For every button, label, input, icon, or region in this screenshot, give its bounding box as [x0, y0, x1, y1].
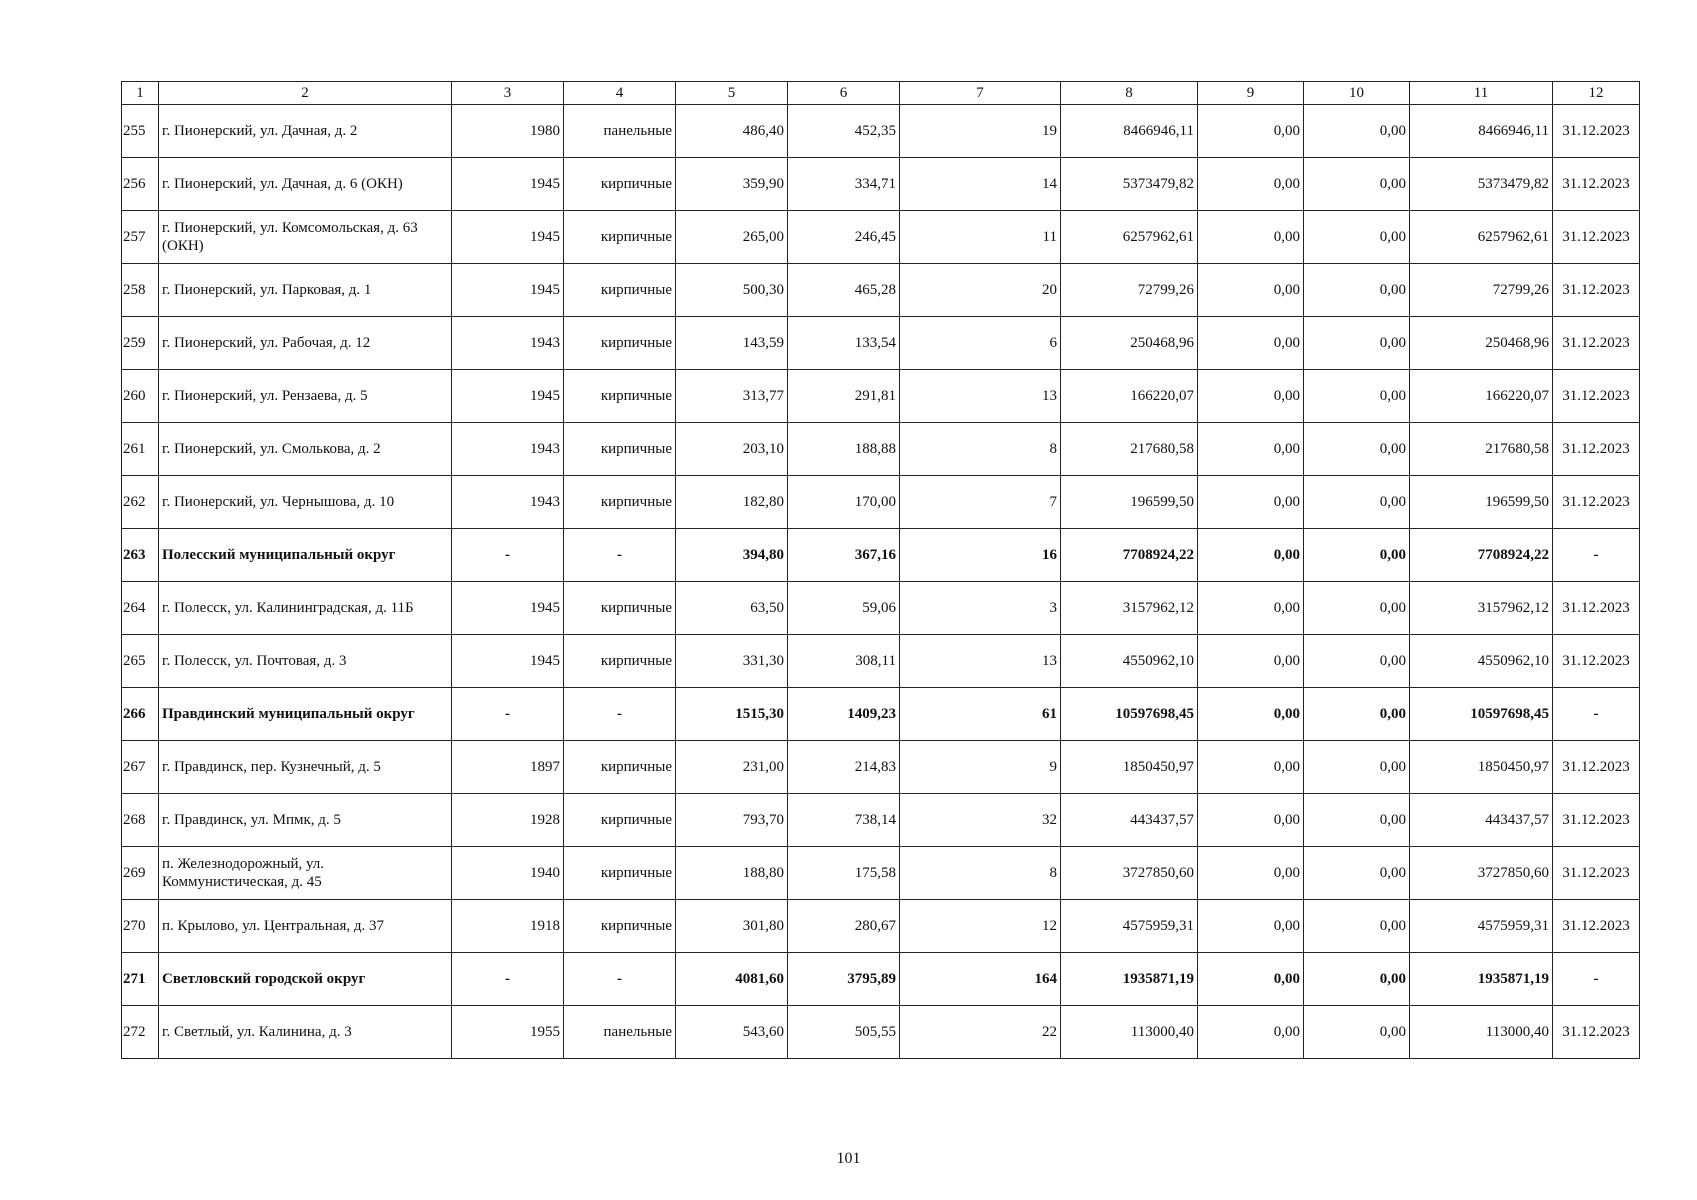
budget-cost-cell: 0,00 [1304, 900, 1410, 953]
row-number-cell: 257 [122, 211, 159, 264]
residents-count-cell: 164 [900, 953, 1061, 1006]
address-cell: г. Полесск, ул. Калининградская, д. 11Б [159, 582, 452, 635]
housing-register-table [121, 81, 1640, 1059]
total-cost-cell: 8466946,11 [1061, 105, 1198, 158]
table-row [122, 741, 1640, 794]
address-cell: г. Пионерский, ул. Смолькова, д. 2 [159, 423, 452, 476]
column-header: 1 [122, 82, 159, 105]
budget-cost-cell: 0,00 [1304, 476, 1410, 529]
living-area-cell: 291,81 [788, 370, 900, 423]
living-area-cell: 334,71 [788, 158, 900, 211]
column-header: 10 [1304, 82, 1410, 105]
owners-cost-cell: 3157962,12 [1410, 582, 1553, 635]
year-built-cell: 1918 [452, 900, 564, 953]
fund-cost-cell: 0,00 [1198, 900, 1304, 953]
column-header: 4 [564, 82, 676, 105]
living-area-cell: 465,28 [788, 264, 900, 317]
wall-material-cell: кирпичные [564, 476, 676, 529]
fund-cost-cell: 0,00 [1198, 953, 1304, 1006]
total-area-cell: 500,30 [676, 264, 788, 317]
completion-date-cell: - [1553, 953, 1640, 1006]
row-number-cell: 262 [122, 476, 159, 529]
table-row [122, 211, 1640, 264]
row-number-cell: 261 [122, 423, 159, 476]
year-built-cell: - [452, 953, 564, 1006]
total-area-cell: 1515,30 [676, 688, 788, 741]
total-cost-cell: 1850450,97 [1061, 741, 1198, 794]
table-row [122, 900, 1640, 953]
total-cost-cell: 443437,57 [1061, 794, 1198, 847]
owners-cost-cell: 4550962,10 [1410, 635, 1553, 688]
year-built-cell: - [452, 529, 564, 582]
municipal-total-row [122, 529, 1640, 582]
wall-material-cell: кирпичные [564, 741, 676, 794]
municipal-total-row [122, 953, 1640, 1006]
table-row [122, 847, 1640, 900]
total-cost-cell: 250468,96 [1061, 317, 1198, 370]
address-cell: г. Пионерский, ул. Дачная, д. 2 [159, 105, 452, 158]
year-built-cell: 1980 [452, 105, 564, 158]
wall-material-cell: панельные [564, 105, 676, 158]
budget-cost-cell: 0,00 [1304, 688, 1410, 741]
year-built-cell: - [452, 688, 564, 741]
total-cost-cell: 7708924,22 [1061, 529, 1198, 582]
table-row [122, 105, 1640, 158]
table-row [122, 264, 1640, 317]
completion-date-cell: 31.12.2023 [1553, 264, 1640, 317]
living-area-cell: 738,14 [788, 794, 900, 847]
fund-cost-cell: 0,00 [1198, 794, 1304, 847]
completion-date-cell: 31.12.2023 [1553, 105, 1640, 158]
owners-cost-cell: 3727850,60 [1410, 847, 1553, 900]
total-cost-cell: 10597698,45 [1061, 688, 1198, 741]
total-area-cell: 143,59 [676, 317, 788, 370]
total-area-cell: 301,80 [676, 900, 788, 953]
owners-cost-cell: 7708924,22 [1410, 529, 1553, 582]
row-number-cell: 266 [122, 688, 159, 741]
owners-cost-cell: 5373479,82 [1410, 158, 1553, 211]
address-cell: г. Правдинск, ул. Мпмк, д. 5 [159, 794, 452, 847]
year-built-cell: 1943 [452, 423, 564, 476]
column-header: 8 [1061, 82, 1198, 105]
table-row [122, 794, 1640, 847]
completion-date-cell: 31.12.2023 [1553, 635, 1640, 688]
residents-count-cell: 16 [900, 529, 1061, 582]
total-area-cell: 543,60 [676, 1006, 788, 1059]
completion-date-cell: 31.12.2023 [1553, 370, 1640, 423]
table-row [122, 370, 1640, 423]
total-area-cell: 265,00 [676, 211, 788, 264]
address-cell: г. Светлый, ул. Калинина, д. 3 [159, 1006, 452, 1059]
residents-count-cell: 32 [900, 794, 1061, 847]
owners-cost-cell: 72799,26 [1410, 264, 1553, 317]
fund-cost-cell: 0,00 [1198, 211, 1304, 264]
budget-cost-cell: 0,00 [1304, 794, 1410, 847]
column-header: 6 [788, 82, 900, 105]
total-area-cell: 486,40 [676, 105, 788, 158]
table-row [122, 476, 1640, 529]
wall-material-cell: кирпичные [564, 264, 676, 317]
row-number-cell: 264 [122, 582, 159, 635]
total-area-cell: 231,00 [676, 741, 788, 794]
total-cost-cell: 3157962,12 [1061, 582, 1198, 635]
table-row [122, 158, 1640, 211]
total-cost-cell: 5373479,82 [1061, 158, 1198, 211]
owners-cost-cell: 443437,57 [1410, 794, 1553, 847]
address-cell: г. Пионерский, ул. Чернышова, д. 10 [159, 476, 452, 529]
owners-cost-cell: 113000,40 [1410, 1006, 1553, 1059]
total-area-cell: 313,77 [676, 370, 788, 423]
fund-cost-cell: 0,00 [1198, 370, 1304, 423]
year-built-cell: 1945 [452, 635, 564, 688]
fund-cost-cell: 0,00 [1198, 582, 1304, 635]
total-area-cell: 4081,60 [676, 953, 788, 1006]
budget-cost-cell: 0,00 [1304, 847, 1410, 900]
total-cost-cell: 166220,07 [1061, 370, 1198, 423]
fund-cost-cell: 0,00 [1198, 688, 1304, 741]
address-cell: Правдинский муниципальный округ [159, 688, 452, 741]
year-built-cell: 1945 [452, 582, 564, 635]
year-built-cell: 1945 [452, 264, 564, 317]
page-number: 101 [836, 1150, 861, 1167]
living-area-cell: 170,00 [788, 476, 900, 529]
owners-cost-cell: 217680,58 [1410, 423, 1553, 476]
column-header: 12 [1553, 82, 1640, 105]
wall-material-cell: кирпичные [564, 158, 676, 211]
fund-cost-cell: 0,00 [1198, 529, 1304, 582]
address-cell: п. Крылово, ул. Центральная, д. 37 [159, 900, 452, 953]
budget-cost-cell: 0,00 [1304, 211, 1410, 264]
row-number-cell: 263 [122, 529, 159, 582]
wall-material-cell: кирпичные [564, 635, 676, 688]
completion-date-cell: 31.12.2023 [1553, 794, 1640, 847]
fund-cost-cell: 0,00 [1198, 741, 1304, 794]
residents-count-cell: 19 [900, 105, 1061, 158]
fund-cost-cell: 0,00 [1198, 158, 1304, 211]
living-area-cell: 1409,23 [788, 688, 900, 741]
row-number-cell: 267 [122, 741, 159, 794]
table-row [122, 317, 1640, 370]
living-area-cell: 452,35 [788, 105, 900, 158]
completion-date-cell: 31.12.2023 [1553, 741, 1640, 794]
wall-material-cell: кирпичные [564, 317, 676, 370]
total-area-cell: 359,90 [676, 158, 788, 211]
column-header: 11 [1410, 82, 1553, 105]
owners-cost-cell: 196599,50 [1410, 476, 1553, 529]
wall-material-cell: кирпичные [564, 423, 676, 476]
budget-cost-cell: 0,00 [1304, 264, 1410, 317]
residents-count-cell: 9 [900, 741, 1061, 794]
total-cost-cell: 113000,40 [1061, 1006, 1198, 1059]
total-area-cell: 203,10 [676, 423, 788, 476]
completion-date-cell: 31.12.2023 [1553, 847, 1640, 900]
total-area-cell: 188,80 [676, 847, 788, 900]
address-cell: Светловский городской округ [159, 953, 452, 1006]
address-cell: г. Пионерский, ул. Комсомольская, д. 63 (ОКН) [159, 211, 452, 264]
column-header: 9 [1198, 82, 1304, 105]
living-area-cell: 214,83 [788, 741, 900, 794]
fund-cost-cell: 0,00 [1198, 635, 1304, 688]
wall-material-cell: кирпичные [564, 900, 676, 953]
residents-count-cell: 8 [900, 847, 1061, 900]
table-row [122, 423, 1640, 476]
residents-count-cell: 6 [900, 317, 1061, 370]
address-cell: г. Пионерский, ул. Парковая, д. 1 [159, 264, 452, 317]
living-area-cell: 367,16 [788, 529, 900, 582]
municipal-total-row [122, 688, 1640, 741]
completion-date-cell: 31.12.2023 [1553, 476, 1640, 529]
budget-cost-cell: 0,00 [1304, 582, 1410, 635]
table-row [122, 635, 1640, 688]
total-cost-cell: 6257962,61 [1061, 211, 1198, 264]
row-number-cell: 258 [122, 264, 159, 317]
budget-cost-cell: 0,00 [1304, 635, 1410, 688]
residents-count-cell: 13 [900, 635, 1061, 688]
address-cell: г. Пионерский, ул. Рензаева, д. 5 [159, 370, 452, 423]
total-cost-cell: 196599,50 [1061, 476, 1198, 529]
fund-cost-cell: 0,00 [1198, 317, 1304, 370]
year-built-cell: 1940 [452, 847, 564, 900]
address-cell: г. Пионерский, ул. Рабочая, д. 12 [159, 317, 452, 370]
wall-material-cell: кирпичные [564, 847, 676, 900]
living-area-cell: 3795,89 [788, 953, 900, 1006]
residents-count-cell: 22 [900, 1006, 1061, 1059]
total-area-cell: 182,80 [676, 476, 788, 529]
completion-date-cell: 31.12.2023 [1553, 900, 1640, 953]
budget-cost-cell: 0,00 [1304, 953, 1410, 1006]
year-built-cell: 1943 [452, 317, 564, 370]
residents-count-cell: 11 [900, 211, 1061, 264]
column-header: 5 [676, 82, 788, 105]
owners-cost-cell: 1850450,97 [1410, 741, 1553, 794]
residents-count-cell: 20 [900, 264, 1061, 317]
owners-cost-cell: 8466946,11 [1410, 105, 1553, 158]
total-cost-cell: 4550962,10 [1061, 635, 1198, 688]
living-area-cell: 133,54 [788, 317, 900, 370]
residents-count-cell: 61 [900, 688, 1061, 741]
column-header: 3 [452, 82, 564, 105]
wall-material-cell: кирпичные [564, 211, 676, 264]
table-row [122, 582, 1640, 635]
row-number-cell: 270 [122, 900, 159, 953]
budget-cost-cell: 0,00 [1304, 741, 1410, 794]
total-cost-cell: 3727850,60 [1061, 847, 1198, 900]
table-row [122, 1006, 1640, 1059]
address-cell: г. Полесск, ул. Почтовая, д. 3 [159, 635, 452, 688]
total-area-cell: 331,30 [676, 635, 788, 688]
owners-cost-cell: 10597698,45 [1410, 688, 1553, 741]
residents-count-cell: 8 [900, 423, 1061, 476]
total-area-cell: 63,50 [676, 582, 788, 635]
row-number-cell: 259 [122, 317, 159, 370]
row-number-cell: 260 [122, 370, 159, 423]
living-area-cell: 175,58 [788, 847, 900, 900]
fund-cost-cell: 0,00 [1198, 423, 1304, 476]
fund-cost-cell: 0,00 [1198, 264, 1304, 317]
total-cost-cell: 1935871,19 [1061, 953, 1198, 1006]
budget-cost-cell: 0,00 [1304, 1006, 1410, 1059]
residents-count-cell: 14 [900, 158, 1061, 211]
row-number-cell: 272 [122, 1006, 159, 1059]
total-cost-cell: 217680,58 [1061, 423, 1198, 476]
residents-count-cell: 13 [900, 370, 1061, 423]
year-built-cell: 1897 [452, 741, 564, 794]
living-area-cell: 308,11 [788, 635, 900, 688]
residents-count-cell: 7 [900, 476, 1061, 529]
wall-material-cell: - [564, 688, 676, 741]
row-number-cell: 268 [122, 794, 159, 847]
year-built-cell: 1928 [452, 794, 564, 847]
completion-date-cell: 31.12.2023 [1553, 158, 1640, 211]
completion-date-cell: 31.12.2023 [1553, 582, 1640, 635]
wall-material-cell: - [564, 529, 676, 582]
living-area-cell: 246,45 [788, 211, 900, 264]
living-area-cell: 280,67 [788, 900, 900, 953]
budget-cost-cell: 0,00 [1304, 317, 1410, 370]
row-number-cell: 265 [122, 635, 159, 688]
row-number-cell: 269 [122, 847, 159, 900]
completion-date-cell: 31.12.2023 [1553, 317, 1640, 370]
row-number-cell: 256 [122, 158, 159, 211]
budget-cost-cell: 0,00 [1304, 423, 1410, 476]
budget-cost-cell: 0,00 [1304, 370, 1410, 423]
fund-cost-cell: 0,00 [1198, 847, 1304, 900]
owners-cost-cell: 4575959,31 [1410, 900, 1553, 953]
completion-date-cell: - [1553, 688, 1640, 741]
address-cell: Полесский муниципальный округ [159, 529, 452, 582]
total-cost-cell: 4575959,31 [1061, 900, 1198, 953]
fund-cost-cell: 0,00 [1198, 476, 1304, 529]
residents-count-cell: 3 [900, 582, 1061, 635]
living-area-cell: 505,55 [788, 1006, 900, 1059]
address-cell: п. Железнодорожный, ул. Коммунистическая, д. 45 [159, 847, 452, 900]
fund-cost-cell: 0,00 [1198, 105, 1304, 158]
completion-date-cell: - [1553, 529, 1640, 582]
completion-date-cell: 31.12.2023 [1553, 1006, 1640, 1059]
owners-cost-cell: 166220,07 [1410, 370, 1553, 423]
year-built-cell: 1945 [452, 211, 564, 264]
column-header: 7 [900, 82, 1061, 105]
column-header: 2 [159, 82, 452, 105]
fund-cost-cell: 0,00 [1198, 1006, 1304, 1059]
year-built-cell: 1943 [452, 476, 564, 529]
total-cost-cell: 72799,26 [1061, 264, 1198, 317]
residents-count-cell: 12 [900, 900, 1061, 953]
wall-material-cell: кирпичные [564, 582, 676, 635]
year-built-cell: 1945 [452, 158, 564, 211]
column-number-header-row [122, 82, 1640, 105]
total-area-cell: 394,80 [676, 529, 788, 582]
total-area-cell: 793,70 [676, 794, 788, 847]
year-built-cell: 1945 [452, 370, 564, 423]
address-cell: г. Правдинск, пер. Кузнечный, д. 5 [159, 741, 452, 794]
row-number-cell: 271 [122, 953, 159, 1006]
completion-date-cell: 31.12.2023 [1553, 423, 1640, 476]
completion-date-cell: 31.12.2023 [1553, 211, 1640, 264]
living-area-cell: 59,06 [788, 582, 900, 635]
budget-cost-cell: 0,00 [1304, 158, 1410, 211]
budget-cost-cell: 0,00 [1304, 529, 1410, 582]
year-built-cell: 1955 [452, 1006, 564, 1059]
row-number-cell: 255 [122, 105, 159, 158]
owners-cost-cell: 6257962,61 [1410, 211, 1553, 264]
budget-cost-cell: 0,00 [1304, 105, 1410, 158]
wall-material-cell: - [564, 953, 676, 1006]
owners-cost-cell: 250468,96 [1410, 317, 1553, 370]
owners-cost-cell: 1935871,19 [1410, 953, 1553, 1006]
wall-material-cell: кирпичные [564, 794, 676, 847]
wall-material-cell: панельные [564, 1006, 676, 1059]
wall-material-cell: кирпичные [564, 370, 676, 423]
address-cell: г. Пионерский, ул. Дачная, д. 6 (ОКН) [159, 158, 452, 211]
living-area-cell: 188,88 [788, 423, 900, 476]
